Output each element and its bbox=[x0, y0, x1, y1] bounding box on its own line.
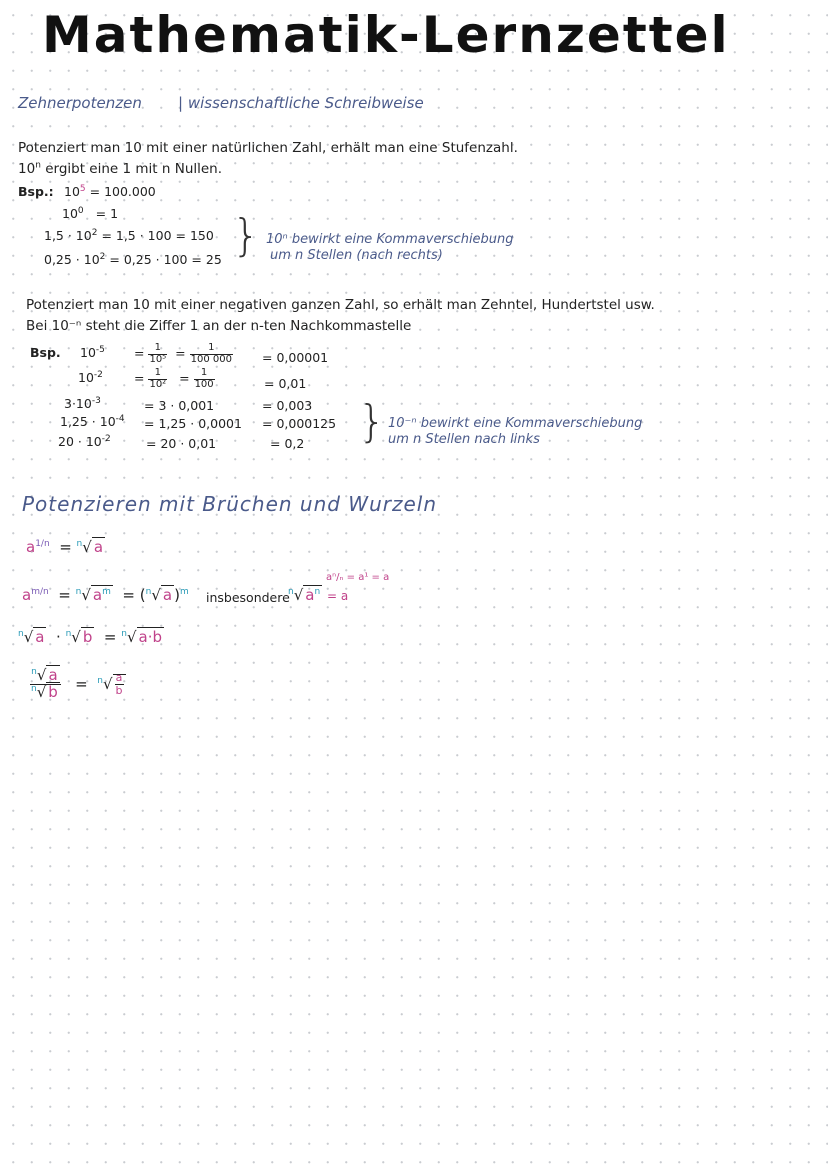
note-2-line2: um n Stellen nach links bbox=[388, 432, 540, 447]
section-heading-zehnerpotenzen: Zehnerpotenzen bbox=[18, 94, 142, 112]
page-title: Mathematik-Lernzettel bbox=[42, 6, 730, 64]
neg-row-3-lhs: $3\cdot 10^{-3}$ bbox=[64, 395, 101, 411]
formula-4: $\frac{^n√ a}{^n√ b}$ = $^n$√ $\frac{a}{b}$ bbox=[30, 668, 126, 701]
rule-text bbox=[18, 161, 222, 177]
insbesondere-label: insbesondere bbox=[206, 590, 290, 605]
neg-row-5-mid: = 20 · 0,01 bbox=[146, 436, 217, 451]
bsp-label: Bsp.: bbox=[18, 184, 54, 199]
neg-row-3-result: = 0,003 bbox=[262, 398, 313, 413]
neg-row-5-lhs: $20 \cdot 10^{-2}$ bbox=[58, 433, 111, 449]
neg-row-1-mid: = $\frac{1}{\text{10⁵}}$ = $\frac{1}{100 000}$ bbox=[134, 342, 232, 365]
neg-row-1-lhs: $10^{-5}$ bbox=[80, 344, 105, 360]
insbesondere-formula: $^n$√ $a^n = a$ bbox=[288, 586, 349, 604]
section-subheading: | wissenschaftliche Schreibweise bbox=[178, 94, 424, 112]
neg-row-2-lhs: $10^{-2}$ bbox=[78, 369, 103, 385]
rule-exponent: n bbox=[35, 160, 41, 171]
intro-text: Potenziert man 10 mit einer natürlichen Zahl, erhält man eine Stufenzahl. bbox=[18, 140, 518, 156]
negative-intro-line1: Potenziert man 10 mit einer negativen ganzen Zahl, so erhält man Zehntel, Hundertstel usw. bbox=[26, 297, 655, 313]
brace-1: } bbox=[232, 210, 260, 261]
negative-intro-line2: Bei 10⁻ⁿ steht die Ziffer 1 an der n-ten Nachkommastelle bbox=[26, 318, 412, 334]
example-1: $10^5 = 100.000$ bbox=[64, 183, 156, 199]
formula-3: $^n$√ a · $^n$√ b = $^n$√ a·b bbox=[18, 628, 163, 646]
insbesondere-note: aⁿ/ₙ = a¹ = a bbox=[326, 572, 390, 583]
rule-base: 10 bbox=[18, 161, 36, 177]
note-2-line1: 10⁻ⁿ bewirkt eine Kommaverschiebung bbox=[388, 416, 643, 431]
example-4: $0,25 \cdot 10^2 = 0,25 \cdot 100 = 25$ bbox=[44, 251, 222, 267]
neg-row-1-result: = 0,00001 bbox=[262, 350, 329, 365]
example-2: $10^0 = 1$ bbox=[62, 205, 119, 221]
example-3: $1,5 \cdot 10^2 = 1,5 \cdot 100 = 150$ bbox=[44, 227, 214, 243]
neg-row-4-result: = 0,000125 bbox=[262, 416, 337, 431]
rule-description: ergibt eine 1 mit n Nullen. bbox=[45, 161, 223, 177]
neg-row-4-lhs: $1,25 \cdot 10^{-4}$ bbox=[60, 413, 125, 429]
formula-1: $a^{1/n} = ^n√$ a bbox=[26, 538, 104, 556]
section-heading-bruche-wurzeln: Potenzieren mit Brüchen und Wurzeln bbox=[22, 492, 438, 516]
bsp-label-2: Bsp. bbox=[30, 345, 61, 360]
neg-row-2-mid: = $\frac{1}{\text{10²}}$ = $\frac{1}{100}$ bbox=[134, 367, 214, 390]
brace-2: } bbox=[358, 396, 386, 447]
note-1-line1: 10ⁿ bewirkt eine Kommaverschiebung bbox=[266, 232, 514, 247]
formula-2: $a^{m/n} = ^n√$ $a^m = (^n√$ a )$^m$ bbox=[22, 586, 189, 604]
neg-row-5-result: = 0,2 bbox=[270, 436, 305, 451]
neg-row-2-result: = 0,01 bbox=[264, 376, 307, 391]
neg-row-4-mid: = 1,25 · 0,0001 bbox=[144, 416, 242, 431]
note-1-line2: um n Stellen (nach rechts) bbox=[270, 248, 443, 263]
neg-row-3-mid: = 3 · 0,001 bbox=[144, 398, 215, 413]
